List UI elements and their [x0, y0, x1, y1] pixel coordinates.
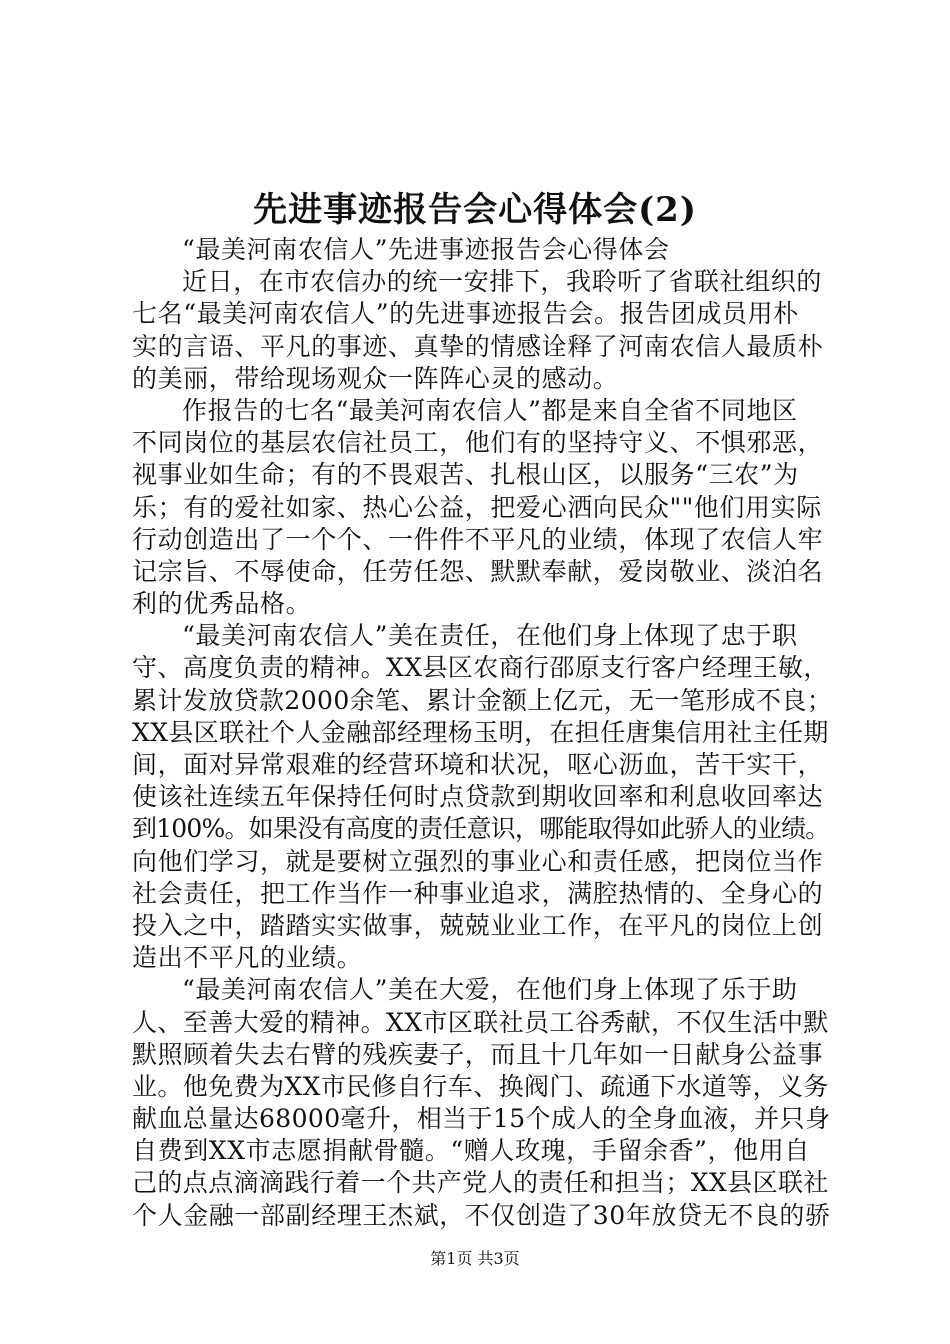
body-line: “最美河南农信人”先进事迹报告会心得体会 — [182, 235, 670, 264]
body-line: 投入之中，踏踏实实做事，兢兢业业工作，在平凡的岗位上创 — [132, 910, 824, 940]
body-line: 人、至善大爱的精神。XX市区联社员工谷秀献，不仅生活中默 — [132, 1007, 829, 1037]
page-footer: 第1页 共3页 — [430, 1249, 520, 1268]
body-line: 累计发放贷款2000余笔、累计金额上亿元，无一笔形成不良； — [132, 685, 833, 715]
body-line: 不同岗位的基层农信社员工，他们有的坚持守义、不惧邪恶， — [132, 428, 824, 458]
body-line: “最美河南农信人”美在责任，在他们身上体现了忠于职 — [182, 621, 798, 651]
body-line: 实的言语、平凡的事迹、真挚的情感诠释了河南农信人最质朴 — [132, 331, 824, 361]
body-line: 七名“最美河南农信人”的先进事迹报告会。报告团成员用朴 — [132, 299, 799, 329]
body-line: 造出不平凡的业绩。 — [132, 943, 363, 973]
body-line: 个人金融一部副经理王杰斌，不仅创造了30年放贷无不良的骄 — [132, 1200, 831, 1230]
body-line: 的美丽，带给现场观众一阵阵心灵的感动。 — [132, 363, 619, 393]
body-line: 自费到XX市志愿捐献骨髓。“赠人玫瑰，手留余香”，他用自 — [132, 1136, 810, 1166]
body-line: 到100%。如果没有高度的责任意识，哪能取得如此骄人的业绩。 — [132, 814, 830, 844]
document-title: 先进事迹报告会心得体会(2) — [253, 190, 697, 230]
body-line: 默照顾着失去右臂的残疾妻子，而且十几年如一日献身公益事 — [132, 1039, 824, 1069]
body-line: 行动创造出了一个个、一件件不平凡的业绩，体现了农信人牢 — [132, 524, 824, 554]
body-line: 作报告的七名“最美河南农信人”都是来自全省不同地区 — [182, 395, 798, 425]
body-line: 献血总量达68000毫升，相当于15个成人的全身血液，并只身 — [132, 1104, 831, 1134]
body-line: 利的优秀品格。 — [132, 589, 312, 619]
body-line: “最美河南农信人”美在大爱，在他们身上体现了乐于助 — [182, 975, 798, 1005]
body-line: 乐；有的爱社如家、热心公益，把爱心洒向民众""他们用实际 — [132, 492, 822, 522]
body-line: 向他们学习，就是要树立强烈的事业心和责任感，把岗位当作 — [132, 846, 824, 876]
body-line: 业。他免费为XX市民修自行车、换阀门、疏通下水道等，义务 — [132, 1071, 829, 1101]
body-line: 使该社连续五年保持任何时点贷款到期收回率和利息收回率达 — [132, 782, 824, 812]
body-line: 己的点点滴滴践行着一个共产党人的责任和担当；XX县区联社 — [132, 1168, 829, 1198]
body-line: 社会责任，把工作当作一种事业追求，满腔热情的、全身心的 — [132, 878, 824, 908]
body-line: 近日，在市农信办的统一安排下，我聆听了省联社组织的 — [182, 267, 823, 297]
body-line: 记宗旨、不辱使命，任劳任怨、默默奉献，爱岗敬业、淡泊名 — [132, 556, 824, 586]
body-line: 间，面对异常艰难的经营环境和状况，呕心沥血，苦干实干， — [132, 750, 824, 779]
body-line: XX县区联社个人金融部经理杨玉明，在担任唐集信用社主任期 — [132, 717, 829, 747]
body-line: 视事业如生命；有的不畏艰苦、扎根山区，以服务“三农”为 — [132, 460, 799, 490]
body-line: 守、高度负责的精神。XX县区农商行邵原支行客户经理王敏， — [132, 653, 829, 683]
document-body — [132, 234, 832, 1232]
